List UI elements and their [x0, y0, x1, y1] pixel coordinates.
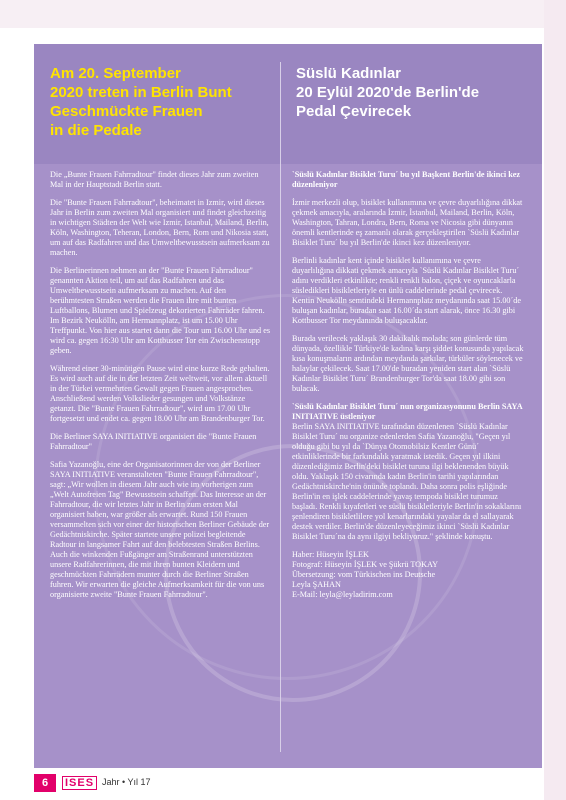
headline-turkish: Süslü Kadınlar 20 Eylül 2020'de Berlin'de Pedal Çevirecek [296, 65, 480, 120]
magazine-logo: ISES [62, 776, 97, 790]
german-column [50, 170, 272, 608]
column-divider [280, 62, 281, 752]
turkish-paragraph-4: Berlin SAYA INITIATIVE tarafından düzenlenen `Süslü Kadınlar Bisiklet Turu´ nu organize edenlerden Safia Yazanoğlu, "Geçen yıl olduğu gibi bu yıl da `Dünya Otomobilsiz Kentler Günü´ etkinliklerinde bir farkındalık yaratmak istedik. Geçen yıl ilkini düzenlediğimiz Berlin'deki bisiklet turuna ilgi beklenenden büyük oldu. Yaklaşık 150 civarında kadın Berlin'in tarihi yapılarından Gedächtniskirche'nin önünde toplandı. Daha sonra polis eşliğinde Berlin'in en işlek caddelerinde yavaş tempoda bisiklet turumuz başladı. Renkli kıyafetleri ve süslü bisikletleriyle Berlin'in sokaklarını şenlendiren bisikletlilere yol kenarlarındaki yayalar da el sallayarak destek verdiler. Berlin'de düzenleyeceğimiz ikinci `Süslü Kadınlar Bisiklet Turu´na da aynı ilgiyi bekliyoruz." şeklinde konuştu. [292, 422, 522, 541]
german-paragraph-2: Die "Bunte Frauen Fahrradtour", beheimatet in Izmir, wird dieses Jahr in Berlin zum zweiten Mal organisiert und findet gleichzeitig in wichtigen Städten der Welt wie Izmir, Istanbul, Mailand, Berlin, Köln, Washington, Teheran, London, Bern, Rom und Nikosia statt, um auf das Radfahren und das Umweltbewusstsein aufmerksam zu machen. [50, 198, 270, 257]
german-paragraph-5: Die Berliner SAYA INITIATIVE organisiert die "Bunte Frauen Fahrradtour" [50, 432, 257, 451]
turkish-column [292, 170, 524, 600]
page-footer [34, 774, 334, 794]
german-paragraph-3: Die Berlinerinnen nehmen an der "Bunte Frauen Fahrradtour" genannten Aktion teil, um auf das Radfahren und das Umweltbewusstsein aufmerksam zu machen. Auf den berühmtesten Straßen werden die Frauen ihre mit bunten Luftballons, Blumen und Spielzeug dekorierten Fahrräder fahren. Im Bezirk Neukölln, am Hermannplatz, ist um 15.00 Uhr Treffpunkt. Von hier aus startet dann die Tour um 16.00 Uhr und es wird ca. gegen 16:30 Uhr am Kottbusser Tor ein Zwischenstopp geben. [50, 266, 271, 355]
german-paragraph-4: Während einer 30-minütigen Pause wird eine kurze Rede gehalten. Es wird auch auf die in der letzten Zeit weltweit, vor allem aktuell in der Türkei vermehrten Gewalt gegen Frauen angesprochen. Anschließend werden Volkslieder gesungen und Volkstänze getanzt. Die "Bunte Frauen Fahrradtour", wird um 17.00 Uhr fortgesetzt und endet ca. gegen 18.00 Uhr am Brandenburger Tor. [50, 364, 270, 423]
right-margin-band [544, 0, 566, 800]
credit-line-translator: Leyla ŞAHAN [292, 580, 341, 589]
turkish-paragraph-1: İzmir merkezli olup, bisiklet kullanımına ve çevre duyarlılığına dikkat çekmek amacıyla, aralarında İzmir, İstanbul, Mailand, Berlin, Köln, Washington, Tahran, Londra, Bern, Roma ve Nicosia gibi dünyanın önemli kentlerinde eş zamanlı olarak gerçekleştirilen `Süslü Kadınlar Bisiklet Turu´ bu yıl Berlin'de ikinci kez düzenleniyor. [292, 198, 523, 247]
article-credits [292, 550, 524, 600]
turkish-subheading-2: `Süslü Kadınlar Bisiklet Turu´ nun organizasyonunu Berlin SAYA INITIATIVE üstleniyor [292, 402, 523, 421]
credit-line-news: Haber: Hüseyin İŞLEK [292, 550, 369, 559]
credit-line-photo: Fotograf: Hüseyin İŞLEK ve Şükrü TOKAY [292, 560, 439, 569]
headline-german: Am 20. September 2020 treten in Berlin Bunt Geschmückte Frauen in die Pedale [50, 65, 232, 139]
turkish-paragraph-2: Berlinli kadınlar kent içinde bisiklet kullanımına ve çevre duyarlılığına dikkati çekmek amacıyla `Süslü Kadınlar Bisiklet Turu´ adını verdikleri etkinlikte; renkli renkli balon, çiçek ve oyuncaklarla süsledikleri bisikletleriyle en ünlü caddelerinde pedal çevirecek. Kentin Neukölln semtindeki Hermannplatz meydanında saat 15.00´de buluşan kadınlar, buradan saat 16.00´da start alarak, önce 16.30 gibi Kottbusser Tor meydanında buluşacaklar. [292, 256, 521, 325]
issue-label: Jahr • Yıl 17 [102, 777, 151, 787]
german-paragraph-6: Safia Yazanoğlu, eine der Organisatorinnen der von der Berliner SAYA INITIATIVE veranstalteten "Bunte Frauen Fahrradtour", sagt: „Wir wollen in diesem Jahr auch wie im vorherigen zum „Welt Autofreien Tag" Bewusstsein schaffen. Das Interesse an der Fahrradtour, die wir letztes Jahr in Berlin zum ersten Mal organisiert haben, war größer als erwartet. Rund 150 Frauen versammelten sich vor einer der historischen Berliner Gebäude der Gedächtniskirche. Später startete unsere polizei begleitende Radtour in langsamer Fahrt auf den belebtesten Straßen Berlins. Auch die winkenden Fußgänger am Straßenrand unterstützten unsere Radfahrerinnen, die mit ihren bunten Kleidern und geschmückten Fahrrädern munter durch die Berliner Straßen fuhren. Wir erwarten die gleiche Aufmerksamkeit für die von uns organisierte zweite "Bunte Frauen Fahrradtour". [50, 460, 270, 599]
german-paragraph-1: Die „Bunte Frauen Fahrradtour" findet dieses Jahr zum zweiten Mal in der Hauptstadt Berlin statt. [50, 170, 259, 189]
credit-line-translation: Übersetzung: vom Türkischen ins Deutsche [292, 570, 436, 579]
page-number: 6 [34, 774, 56, 792]
top-margin-band [0, 0, 566, 28]
turkish-paragraph-3: Burada verilecek yaklaşık 30 dakikalık molada; son günlerde tüm dünyada, özellikle Türkiye'de kadına karşı şiddet konusunda yapılacak kısa konuşmaların ardından meydanda şarkılar, türküler söylenecek ve halaylar çekilecek. Saat 17.00'de buradan yeniden start alan `Süslü Kadınlar Bisiklet Turu´ Brandenburger Tor'da saat 18.00 gibi son bulacak. [292, 334, 524, 393]
article-panel [34, 44, 542, 768]
turkish-subheading-1: `Süslü Kadınlar Bisiklet Turu´ bu yıl Başkent Berlin'de ikinci kez düzenleniyor [292, 170, 521, 189]
credit-line-email: E-Mail: leyla@leyladirim.com [292, 590, 393, 599]
